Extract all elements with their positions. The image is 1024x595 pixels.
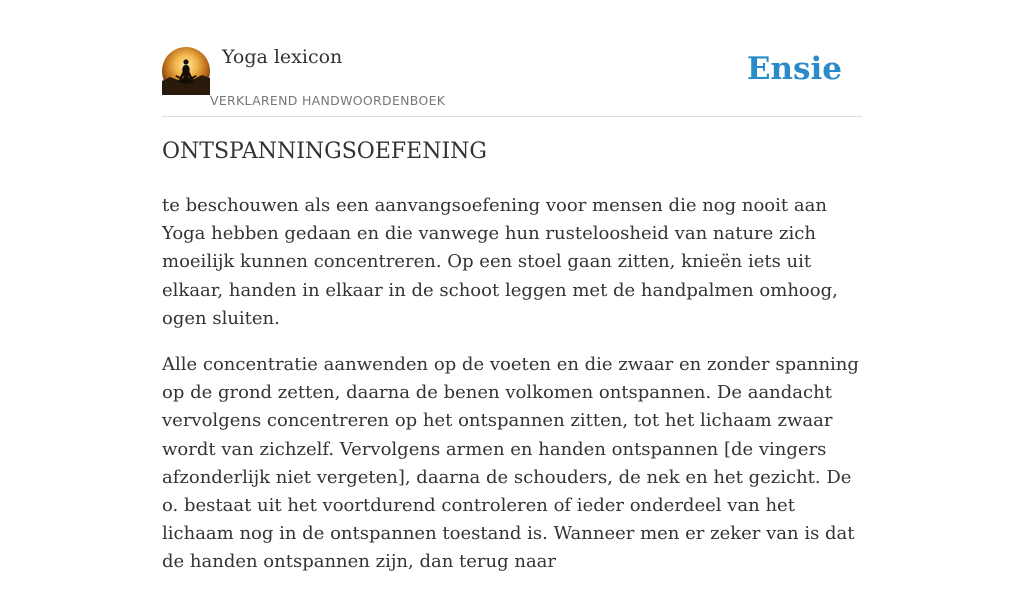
entry-paragraph-2: Alle concentratie aanwenden op de voeten en die zwaar en zonder spanning op de grond zetten, daarna de benen volkomen ontspannen. De aandacht vervolgens concentreren op het ontspannen zitten, tot het lichaam zwaar wordt van zichzelf. Vervolgens armen en handen ontspannen [de vingers afzonderlijk niet vergeten], daarna de schouders, de nek en het gezicht. De o. bestaat uit het voortdurend controleren of ieder onderdeel van het lichaam nog in de ontspannen toestand is. Wanneer men er zeker van is dat de handen ontspannen zijn, dan terug naar: [162, 354, 859, 573]
entry-paragraph-1: te beschouwen als een aanvangsoefening voor mensen die nog nooit aan Yoga hebben gedaan en die vanwege hun rusteloosheid van nature zich moeilijk kunnen concentreren. Op een stoel gaan zitten, knieën iets uit elkaar, handen in elkaar in de schoot leggen met de handpalmen omhoog, ogen sluiten.: [162, 195, 838, 329]
ensie-logo-link[interactable]: Ensie: [746, 51, 842, 87]
site-title[interactable]: Yoga lexicon: [222, 46, 343, 68]
entry-title: ONTSPANNINGSOEFENING: [162, 139, 487, 164]
site-header: [162, 46, 862, 117]
entry-content: [162, 192, 862, 595]
site-subtitle: VERKLAREND HANDWOORDENBOEK: [210, 93, 446, 108]
meditation-silhouette-icon: [162, 47, 210, 95]
avatar[interactable]: [162, 47, 210, 95]
